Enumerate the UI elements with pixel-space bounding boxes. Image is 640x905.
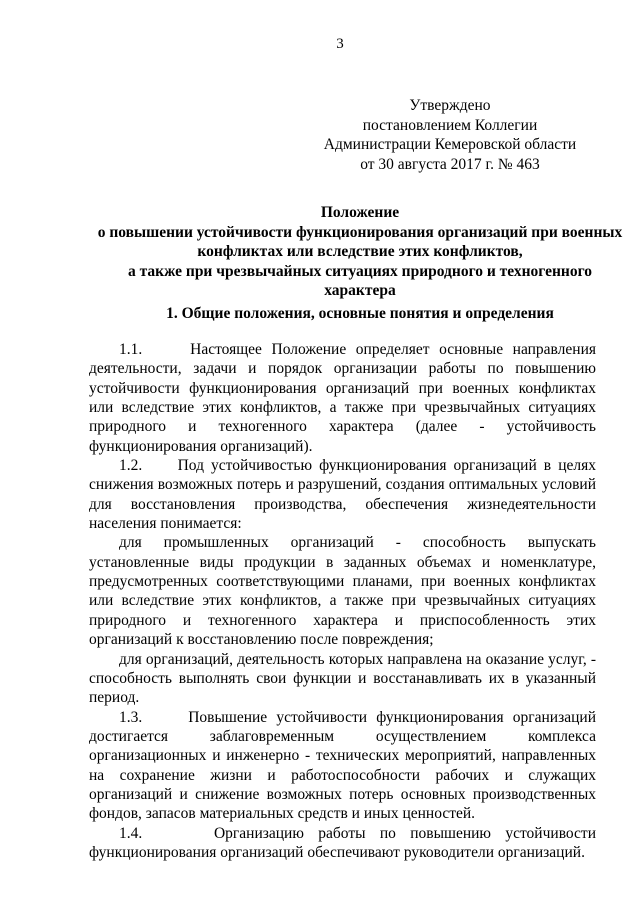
- title-line: Положение: [320, 204, 400, 221]
- approval-line: Администрации Кемеровской области: [323, 136, 577, 153]
- paragraph-1-4: 1.4. Организацию работы по повышению устойчивости функционирования организаций обеспечивают руководители организаций.: [89, 824, 596, 861]
- approval-line: постановлением Коллегии: [362, 116, 538, 134]
- paragraph-1-3: 1.3. Повышение устойчивости функционирования организаций достигается заблаговременным осуществлением комплекса организационных и инженерно - технических мероприятий, направленных на сохранение жизни и работоспособности рабочих и служащих организаций и снижение возможных потерь основных производственных фондов, запасов материальных средств и иных ценностей.: [89, 708, 596, 823]
- title-line: а также при чрезвычайных ситуациях природного и техногенного: [127, 262, 593, 280]
- body-text: [89, 340, 596, 862]
- approval-stamp: [300, 96, 600, 174]
- paragraph-1-1: 1.1. Настоящее Положение определяет основные направления деятельности, задачи и порядок организации работы по повышению устойчивости функционирования организаций при военных конфликтах или вследствие этих конфликтов, а также при чрезвычайных ситуациях природного и техногенного характера (далее - устойчивость функционирования организаций).: [89, 341, 596, 455]
- paragraph-industrial: для промышленных организаций - способность выпускать установленные виды продукции в заданных объемах и номенклатуре, предусмотренных соответствующими планами, при военных конфликтах или вследствие этих конфликтов, а также при чрезвычайных ситуациях природного и техногенного характера и приспособленность этих организаций к восстановлению после повреждения;: [89, 534, 596, 649]
- title-line: характера: [324, 282, 396, 299]
- approval-line: от 30 августа 2017 г. № 463: [360, 155, 540, 173]
- page-number: 3: [336, 36, 344, 52]
- approval-line: Утверждено: [409, 97, 491, 114]
- paragraph-1-2: 1.2. Под устойчивостью функционирования организаций в целях снижения возможных потерь и разрушений, создания оптимальных условий для восстановления производства, обеспечения жизнедеятельности населения понимается:: [89, 457, 596, 533]
- section-heading: 1. Общие положения, основные понятия и определения: [166, 305, 554, 322]
- document-title: [70, 203, 640, 301]
- paragraph-services: для организаций, деятельность которых направлена на оказание услуг, - способность выполнять свои функции и восстанавливать их в указанный период.: [89, 650, 596, 707]
- title-line: конфликтах или вследствие этих конфликтов,: [197, 243, 523, 260]
- title-line: о повышении устойчивости функционирования организаций при военных: [97, 223, 623, 241]
